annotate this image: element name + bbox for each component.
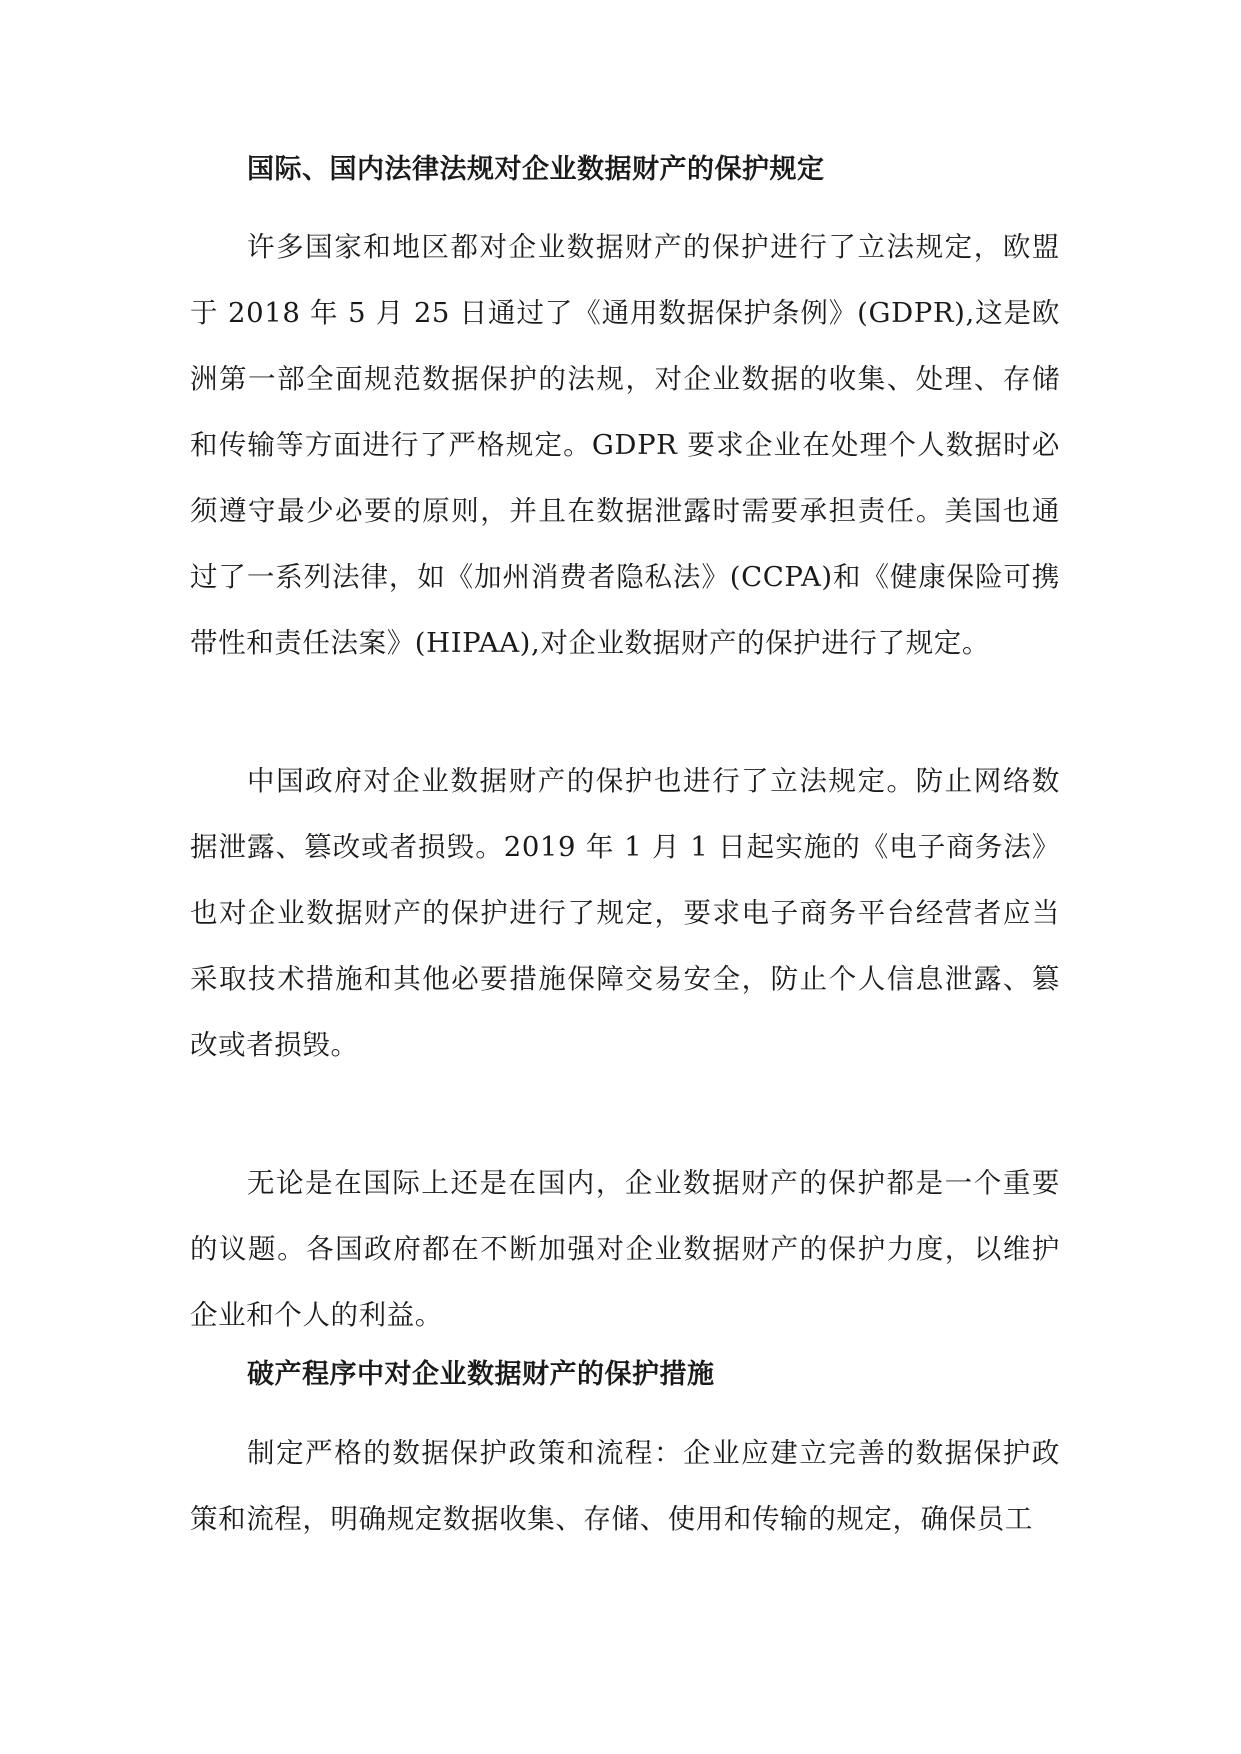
paragraph-conclusion: 无论是在国际上还是在国内，企业数据财产的保护都是一个重要的议题。各国政府都在不断加强对企业数据财产的保护力度，以维护企业和个人的利益。 xyxy=(190,1167,1060,1331)
section-heading-legal-regulations: 国际、国内法律法规对企业数据财产的保护规定 xyxy=(247,154,825,185)
paragraph-data-policy: 制定严格的数据保护政策和流程：企业应建立完善的数据保护政策和流程，明确规定数据收集、存储、使用和传输的规定，确保员工 xyxy=(190,1437,1060,1535)
paragraph-china-laws: 中国政府对企业数据财产的保护也进行了立法规定。防止网络数据泄露、篡改或者损毁。2019 年 1 月 1 日起实施的《电子商务法》也对企业数据财产的保护进行了规定，要求电子商务平台经营者应当采取技术措施和其他必要措施保障交易安全，防止个人信息泄露、篡改或者损毁。 xyxy=(190,765,1060,1061)
section-heading-bankruptcy-measures: 破产程序中对企业数据财产的保护措施 xyxy=(247,1359,715,1390)
paragraph-international-laws: 许多国家和地区都对企业数据财产的保护进行了立法规定，欧盟于 2018 年 5 月 25 日通过了《通用数据保护条例》(GDPR),这是欧洲第一部全面规范数据保护的法规，对企业数据的收集、处理、存储和传输等方面进行了严格规定。GDPR 要求企业在处理个人数据时必须遵守最少必要的原则，并且在数据泄露时需要承担责任。美国也通过了一系列法律，如《加州消费者隐私法》(CCPA)和《健康保险可携带性和责任法案》(HIPAA),对企业数据财产的保护进行了规定。 xyxy=(190,231,1060,659)
